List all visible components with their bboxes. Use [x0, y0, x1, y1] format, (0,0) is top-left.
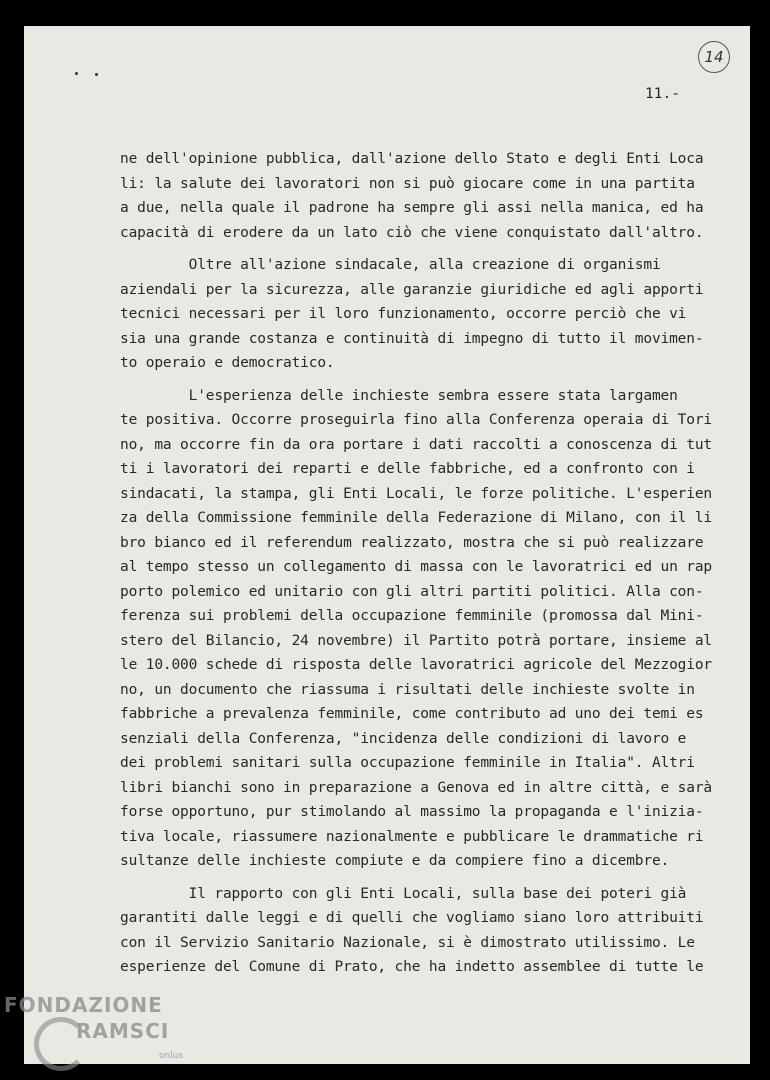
text-line: sultanze delle inchieste compiute e da compiere fino a dicembre.: [120, 853, 670, 869]
fondazione-gramsci-watermark: [4, 993, 194, 1073]
text-line: libri bianchi sono in preparazione a Genova ed in altre città, e sarà: [120, 779, 713, 796]
body-text: [120, 147, 720, 980]
text-line: esperienze del Comune di Prato, che ha indetto assemblee di tutte le: [120, 959, 704, 975]
text-line: stero del Bilancio, 24 novembre) il Partito potrà portare, insieme al: [120, 632, 713, 649]
watermark-line1: FONDAZIONE: [4, 993, 163, 1017]
text-line: no, un documento che riassuma i risultati delle inchieste svolte in: [120, 681, 695, 698]
text-line: senziali della Conferenza, "incidenza delle condizioni di lavoro e: [120, 730, 687, 747]
text-line: L'esperienza delle inchieste sembra essere stata largamen: [120, 387, 678, 404]
text-line: le 10.000 schede di risposta delle lavoratrici agricole del Mezzogior: [120, 657, 713, 673]
text-line: fabbriche a prevalenza femminile, come contributo ad uno dei temi es: [120, 706, 704, 722]
margin-mark: [75, 72, 78, 75]
text-line: no, ma occorre fin da ora portare i dati raccolti a conoscenza di tut: [120, 436, 713, 453]
text-line: to operaio e democratico.: [120, 355, 335, 371]
text-line: sia una grande costanza e continuità di impegno di tutto il movimen-: [120, 330, 704, 347]
text-line: con il Servizio Sanitario Nazionale, si è dimostrato utilissimo. Le: [120, 934, 695, 951]
text-line: sindacati, la stampa, gli Enti Locali, le forze politiche. L'esperien: [120, 485, 713, 502]
watermark-line2: RAMSCI: [76, 1019, 170, 1043]
watermark-sub: onlus: [159, 1051, 184, 1061]
text-line: ferenza sui problemi della occupazione femminile (promossa dal Mini-: [120, 608, 704, 624]
text-line: forse opportuno, pur stimolando al massimo la propaganda e l'inizia-: [120, 804, 704, 820]
text-line: Oltre all'azione sindacale, alla creazione di organismi: [120, 257, 661, 273]
text-line: te positiva. Occorre proseguirla fino alla Conferenza operaia di Tori: [120, 412, 713, 428]
text-line: capacità di erodere da un lato ciò che viene conquistato dall'altro.: [120, 224, 704, 241]
page-stamp: 14: [698, 41, 730, 73]
text-line: ne dell'opinione pubblica, dall'azione dello Stato e degli Enti Loca: [120, 151, 704, 167]
margin-mark: [95, 73, 98, 76]
text-line: porto polemico ed unitario con gli altri partiti politici. Alla con-: [120, 583, 704, 600]
text-line: Il rapporto con gli Enti Locali, sulla base dei poteri già: [120, 885, 687, 902]
text-line: ti i lavoratori dei reparti e delle fabbriche, ed a confronto con i: [120, 461, 695, 477]
page-number: 11.-: [645, 86, 680, 102]
text-line: dei problemi sanitari sulla occupazione femminile in Italia". Altri: [120, 755, 695, 771]
text-line: aziendali per la sicurezza, alle garanzie giuridiche ed agli apporti: [120, 281, 704, 298]
text-line: garantiti dalle leggi e di quelli che vogliamo siano loro attribuiti: [120, 910, 704, 926]
text-line: li: la salute dei lavoratori non si può giocare come in una partita: [120, 175, 695, 192]
text-line: al tempo stesso un collegamento di massa con le lavoratrici ed un rap: [120, 559, 713, 575]
text-line: a due, nella quale il padrone ha sempre gli assi nella manica, ed ha: [120, 200, 704, 216]
text-line: tecnici necessari per il loro funzionamento, occorre perciò che vi: [120, 306, 687, 322]
text-line: bro bianco ed il referendum realizzato, mostra che si può realizzare: [120, 534, 704, 551]
text-line: za della Commissione femminile della Federazione di Milano, con il li: [120, 510, 713, 526]
text-line: tiva locale, riassumere nazionalmente e pubblicare le drammatiche ri: [120, 828, 704, 845]
